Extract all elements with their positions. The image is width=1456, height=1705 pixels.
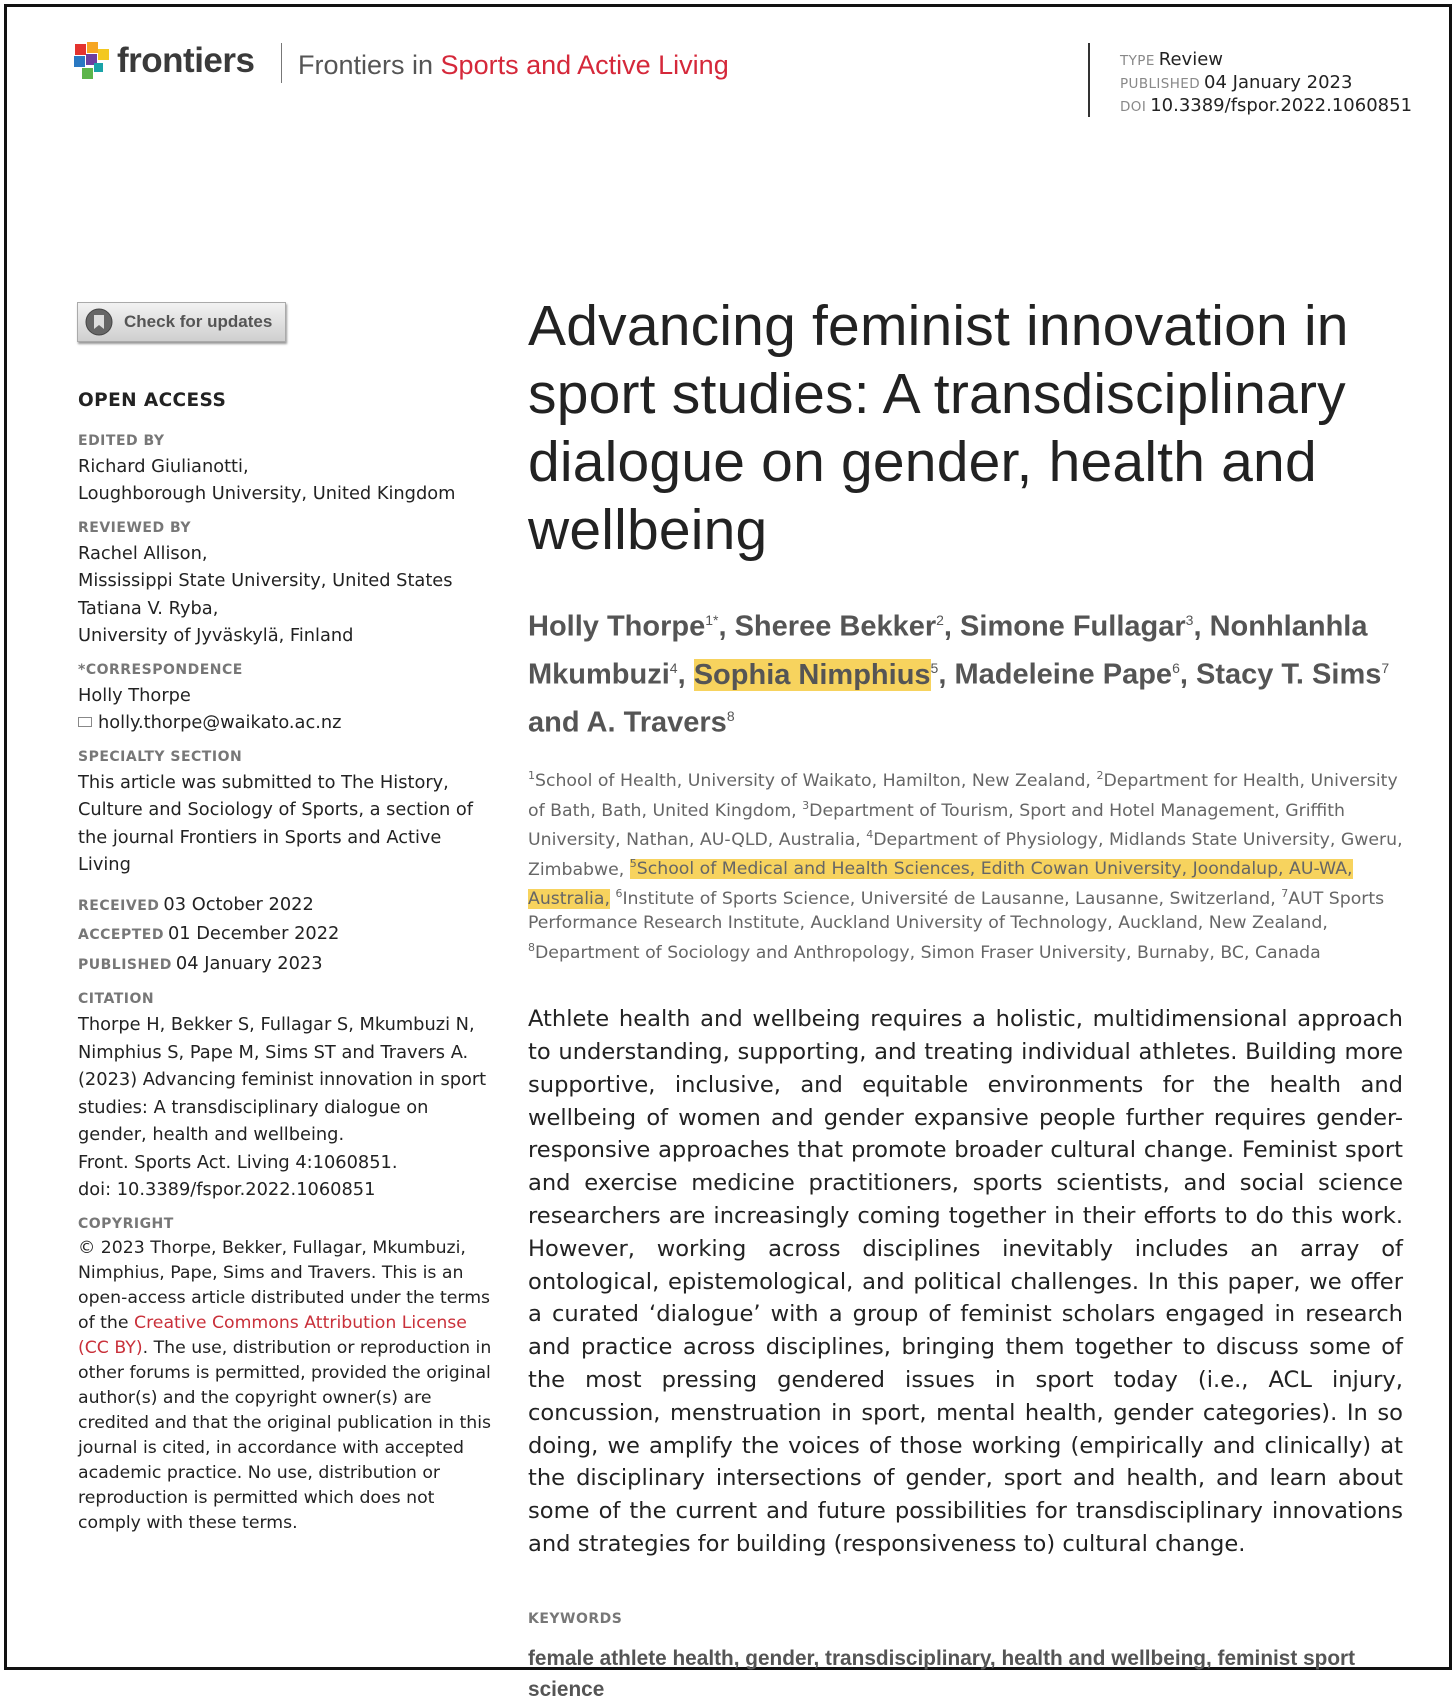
doi-value[interactable]: 10.3389/fspor.2022.1060851 (1150, 95, 1413, 116)
received-value: 03 October 2022 (163, 893, 314, 915)
keywords: female athlete health, gender, transdisciplinary, health and wellbeing, feminist sport science (528, 1646, 1356, 1701)
author-name[interactable]: Stacy T. Sims (1195, 658, 1382, 691)
author-sup: 2 (936, 612, 944, 628)
affil-sup: 8 (528, 940, 535, 954)
affil-sup: 6 (615, 886, 623, 900)
author-name[interactable]: Nonhlanhla Mkumbuzi (528, 610, 1368, 691)
author-sup: 8 (726, 708, 735, 725)
journal-prefix: Frontiers in (298, 50, 441, 80)
affiliation: Institute of Sports Science, Université de Lausanne, Lausanne, Switzerland, (622, 888, 1276, 909)
doi-label: DOI (1120, 99, 1147, 115)
check-for-updates-label: Check for updates (124, 312, 273, 331)
affiliation: Department for Health, University of Bath, Bath, United Kingdom, (528, 771, 1398, 821)
edited-by-label: EDITED BY (78, 432, 165, 449)
author-name[interactable]: Holly Thorpe (528, 610, 706, 643)
article-dates (78, 891, 498, 980)
author-name[interactable]: Sheree Bekker (734, 610, 937, 643)
received-label: RECEIVED (78, 897, 160, 914)
envelope-icon (78, 717, 92, 727)
header-divider (281, 43, 282, 83)
reviewer-name: Tatiana V. Ryba, (78, 597, 219, 619)
copyright-label: COPYRIGHT (78, 1215, 174, 1232)
affil-sup: 3 (802, 798, 810, 812)
citation-label: CITATION (78, 991, 155, 1007)
affiliation: School of Medical and Health Sciences, Edith Cowan University, Joondalup, AU-WA, Australia, (528, 859, 1353, 909)
page-frame (4, 4, 1452, 1701)
copyright-text (78, 1236, 498, 1536)
copyright-text-part: . The use, distribution or reproduction in other forums is permitted, provided the original author(s) and the copyright owner(s) are credited and that the original publication in this journal is cited, in accordance with accepted academic practice. No use, distribution or reproduction is permitted which does not comply with these terms. (78, 1337, 492, 1533)
author-sup: 1* (705, 612, 719, 628)
affiliation: School of Health, University of Waikato, Hamilton, New Zealand, (535, 771, 1091, 792)
author-name[interactable]: Madeleine Pape (954, 658, 1173, 691)
author-sup: 7 (1381, 660, 1390, 677)
affil-sup: 4 (866, 828, 874, 842)
affiliations (528, 764, 1403, 965)
specialty-text: This article was submitted to The History, Culture and Sociology of Sports, a section of the journal Frontiers in Sports and Active Living (78, 771, 473, 875)
type-label: TYPE (1120, 53, 1155, 69)
correspondence-label: *CORRESPONDENCE (78, 661, 243, 678)
author-and: and (528, 706, 580, 739)
affil-sup: 1 (528, 769, 535, 783)
license-link[interactable]: Creative Commons Attribution License (CC BY) (78, 1312, 467, 1358)
abstract: Athlete health and wellbeing requires a holistic, multidimensional approach to understanding, supporting, and treating individual athletes. Building more supportive, inclusive, and equitable environments for the health and wellbeing of women and gender expansive people further requires gender-responsive approaches that promote broader cultural change. Feminist sport and exercise medicine practitioners, sports scientists, and social science researchers are increasingly coming together in their efforts to do this work. However, working across disciplines inevitably includes an array of ontological, epistemological, and political challenges. In this paper, we offer a curated ‘dialogue’ with a group of feminist scholars engaged in research and practice across disciplines, bringing them together to discuss some of the most pressing gendered issues in sport today (i.e., ACL injury, concussion, menstruation in sport, mental health, gender categories). In so doing, we amplify the voices of those working (empirically and clinically) at the disciplinary intersections of gender, sport and health, and learn about some of the current and future possibilities for transdisciplinary innovations and strategies for building (responsiveness to) cultural change. (528, 1006, 1403, 1557)
article-main (528, 292, 1403, 1705)
article-meta (1120, 49, 1412, 118)
accepted-label: ACCEPTED (78, 927, 164, 943)
published-value: 04 January 2023 (175, 952, 323, 974)
affiliation: Department of Physiology, Midlands State University, Gweru, Zimbabwe, (528, 829, 1403, 880)
published-label: PUBLISHED (78, 956, 172, 973)
copyright-text-part: © 2023 Thorpe, Bekker, Fullagar, Mkumbuzi, Nimphius, Pape, Sims and Travers. This is an open-access article distributed under the terms of the (78, 1237, 491, 1333)
published-value: 04 January 2023 (1204, 72, 1353, 93)
open-access-label: OPEN ACCESS (78, 390, 227, 411)
affil-sup: 2 (1096, 769, 1104, 783)
type-value: Review (1158, 49, 1223, 70)
affiliation: Department of Tourism, Sport and Hotel Management, Griffith University, Nathan, AU-QLD, Australia, (528, 800, 1345, 850)
author-sup: 5 (930, 660, 939, 677)
correspondence-name: Holly Thorpe (78, 684, 191, 706)
check-for-updates-button[interactable] (77, 302, 286, 342)
author-sup: 4 (669, 660, 678, 677)
editor-name: Richard Giulianotti, (78, 455, 249, 477)
accepted-value: 01 December 2022 (167, 923, 340, 944)
published-label: PUBLISHED (1120, 76, 1201, 92)
reviewed-by-label: REVIEWED BY (78, 519, 191, 536)
journal-accent: Sports and Active Living (440, 50, 729, 80)
editor-affiliation: Loughborough University, United Kingdom (78, 483, 456, 504)
bookmark-circle-icon (84, 307, 114, 337)
author-list: Holly Thorpe$^{1*}$, Sheree Bekker$^2$, Simone Fullagar$^3$, Nonhlanhla Mkumbuzi$^4$, Sophia Nimphius$^5$, Madeleine Pape$^6$, Stacy T. Sims$^7$ and A. Travers$^8$ (528, 610, 1390, 739)
affil-sup: 7 (1281, 886, 1289, 900)
affiliation: Department of Sociology and Anthropology, Simon Fraser University, Burnaby, BC, Canada (535, 942, 1321, 963)
citation-text: Thorpe H, Bekker S, Fullagar S, Mkumbuzi N, Nimphius S, Pape M, Sims ST and Travers A. (2023) Advancing feminist innovation in sport studies: A transdisciplinary dialogue on gender, health and wellbeing. (78, 1014, 487, 1145)
article-sidebar (78, 387, 498, 1536)
reviewer-name: Rachel Allison, (78, 542, 208, 564)
correspondence-email (78, 709, 498, 737)
brand-name: frontiers (117, 41, 255, 80)
meta-divider (1088, 43, 1090, 117)
email-link[interactable]: holly.thorpe@waikato.ac.nz (98, 712, 342, 733)
author-name[interactable]: Simone Fullagar (960, 610, 1186, 643)
journal-name (298, 50, 729, 81)
citation-journal: Front. Sports Act. Living 4:1060851. (78, 1151, 398, 1173)
author-sup: 6 (1172, 660, 1180, 677)
article-title: Advancing feminist innovation in sport studies: A transdisciplinary dialogue on gender, health and wellbeing (528, 294, 1349, 562)
specialty-section-label: SPECIALTY SECTION (78, 748, 243, 765)
affil-sup: 5 (629, 857, 637, 871)
author-sup: 3 (1185, 612, 1194, 628)
author-name-highlighted[interactable]: Sophia Nimphius (693, 658, 931, 691)
author-name[interactable]: A. Travers (586, 706, 727, 739)
frontiers-logo-icon (73, 41, 111, 81)
affiliation: AUT Sports Performance Research Institute, Auckland University of Technology, Auckland, New Zealand, (528, 888, 1385, 934)
reviewer-affiliation: University of Jyväskylä, Finland (78, 625, 354, 646)
keywords-label: KEYWORDS (528, 1610, 623, 1627)
reviewer-affiliation: Mississippi State University, United States (78, 570, 453, 591)
citation-doi: doi: 10.3389/fspor.2022.1060851 (78, 1179, 376, 1200)
